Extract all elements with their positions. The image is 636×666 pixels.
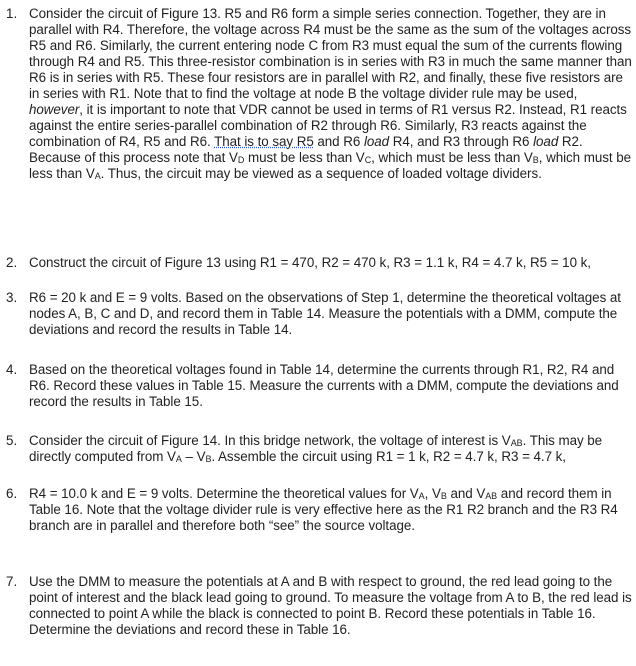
item-text bbox=[29, 433, 632, 465]
item-number: 3. bbox=[6, 290, 18, 305]
text-run: , which must be less than V bbox=[371, 150, 533, 165]
item-number: 6. bbox=[6, 486, 18, 501]
text-run: R2. Because of this process note that V bbox=[29, 134, 583, 165]
list-item-2 bbox=[6, 255, 632, 271]
item-text: Use the DMM to measure the potentials at A and B with respect to ground, the red lead going to the point of interest and the black lead going to ground. To measure the voltage from A to B, the red lead is connected to point A while the black is connected to point B. Record these potentials in Table 16. Determine the deviations and record these in Table 16. bbox=[29, 574, 632, 637]
text-run: – V bbox=[181, 449, 206, 464]
text-run: and V bbox=[446, 486, 486, 501]
text-run: and record them in Table 16. Note that the voltage divider rule is very effective here as the R1 R2 branch and the R3 R4 branch are in parallel and therefore both “see” the source voltage. bbox=[29, 486, 618, 533]
item-text: Construct the circuit of Figure 13 using R1 = 470, R2 = 470 k, R3 = 1.1 k, R4 = 4.7 k, R5 = 10 k, bbox=[29, 255, 591, 270]
text-run: . This may be directly computed from V bbox=[29, 433, 603, 464]
text-run: R4, and R3 through R6 bbox=[389, 134, 534, 149]
emphasis: however bbox=[29, 102, 80, 117]
item-number: 5. bbox=[6, 433, 18, 448]
text-run: R4 = 10.0 k and E = 9 volts. Determine the theoretical values for V bbox=[29, 486, 419, 501]
subscript: AB bbox=[485, 491, 498, 501]
list-item-7 bbox=[6, 574, 632, 638]
text-run: . Assemble the circuit using R1 = 1 k, R2 = 4.7 k, R3 = 4.7 k, bbox=[211, 449, 566, 464]
item-number: 1. bbox=[6, 6, 18, 21]
text-run: Consider the circuit of Figure 14. In this bridge network, the voltage of interest is V bbox=[29, 433, 511, 448]
subscript: C bbox=[364, 155, 372, 165]
subscript: A bbox=[175, 454, 182, 464]
text-run: , V bbox=[424, 486, 441, 501]
list-item-5 bbox=[6, 433, 632, 465]
item-text bbox=[29, 6, 632, 182]
text-run: Consider the circuit of Figure 13. R5 and R6 form a simple series connection. Together, they are in parallel with R4. Therefore, the voltage across R4 must be the same as the sum of the voltages across R5 and R6. Similarly, the current entering node C from R3 must equal the sum of the currents flowing through R4 and R5. This three-resistor combination is in series with R3 in much the same manner than R6 is in series with R5. These four resistors are in parallel with R2, and finally, these five resistors are in series with R1. Note that to find the voltage at node B the voltage divider rule may be used, bbox=[29, 6, 632, 101]
list-item-3 bbox=[6, 290, 632, 338]
subscript: B bbox=[440, 491, 447, 501]
item-number: 4. bbox=[6, 362, 18, 377]
text-run: , it is important to note that VDR cannot be used in terms of R1 versus R2. Instead, R1 reacts against the entire series-parallel combination of R2 through R6. Similarly, R3 reacts against the combination of R4, R5 and R6. bbox=[29, 102, 627, 149]
item-text: Based on the theoretical voltages found in Table 14, determine the currents through R1, R2, R4 and R6. Record these values in Table 15. Measure the currents with a DMM, compute the deviations and record the results in Table 15. bbox=[29, 362, 619, 409]
item-text: R6 = 20 k and E = 9 volts. Based on the observations of Step 1, determine the theoretical voltages at nodes A, B, C and D, and record them in Table 14. Measure the potentials with a DMM, compute the deviations and record the results in Table 14. bbox=[29, 290, 621, 337]
subscript: B bbox=[532, 155, 539, 165]
list-item-6 bbox=[6, 486, 632, 534]
item-text bbox=[29, 486, 632, 534]
emphasis: load bbox=[533, 134, 559, 149]
underlined-phrase: That is to say R5 bbox=[214, 134, 314, 149]
text-run: . Thus, the circuit may be viewed as a sequence of loaded voltage dividers. bbox=[100, 166, 542, 181]
text-run: , which must be less than V bbox=[29, 150, 632, 181]
text-run: must be less than V bbox=[244, 150, 365, 165]
subscript: D bbox=[237, 155, 245, 165]
emphasis: load bbox=[363, 134, 390, 149]
list-item-1 bbox=[6, 6, 632, 182]
list-item-4 bbox=[6, 362, 632, 410]
subscript: B bbox=[205, 454, 212, 464]
item-number: 2. bbox=[6, 255, 18, 270]
subscript: A bbox=[94, 171, 101, 181]
subscript: AB bbox=[510, 438, 523, 448]
text-run: and R6 bbox=[313, 134, 364, 149]
item-number: 7. bbox=[6, 574, 18, 589]
subscript: A bbox=[418, 491, 425, 501]
